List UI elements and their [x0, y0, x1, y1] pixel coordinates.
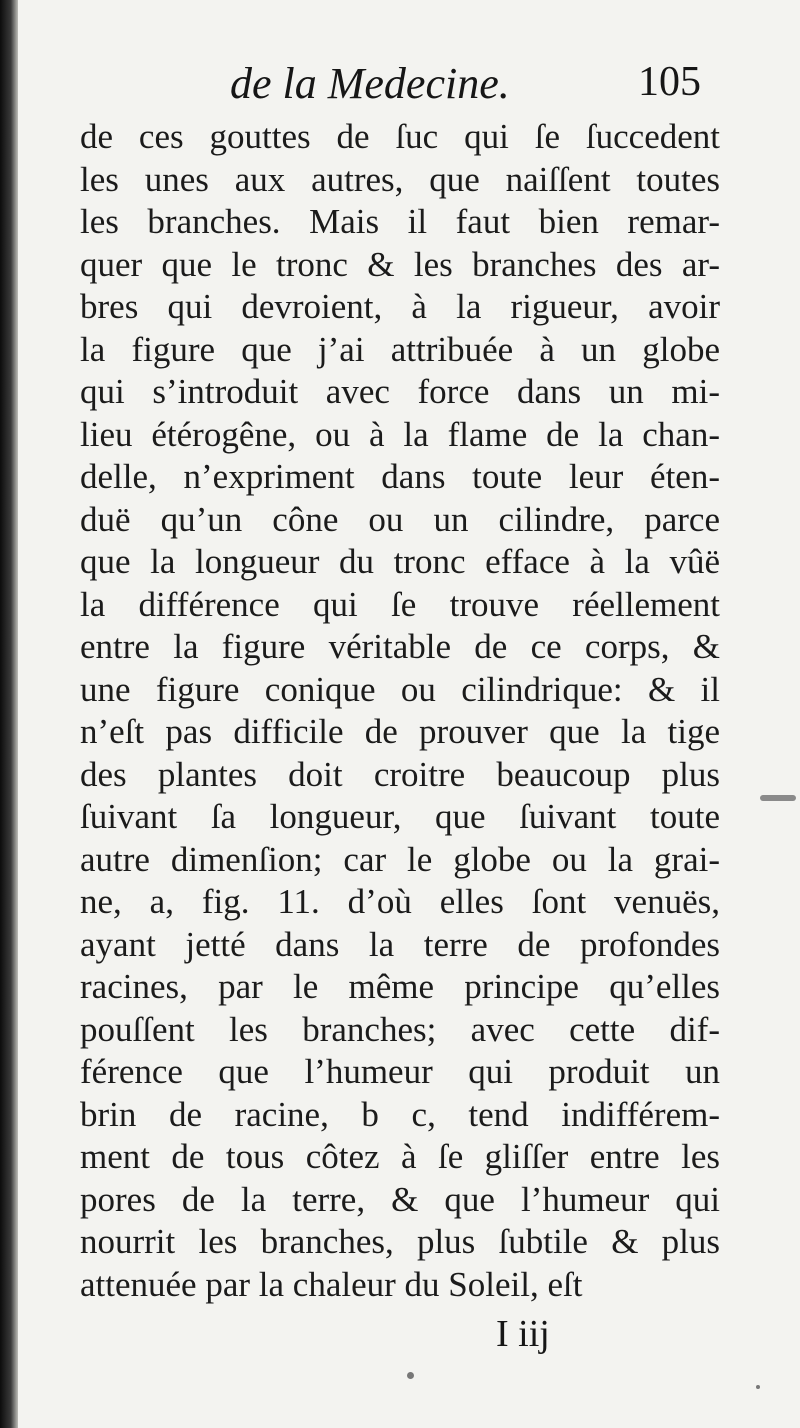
- text-line: delle, n’expriment dans toute leur éten-: [80, 457, 720, 496]
- text-line: quer que le tronc & les branches des ar-: [80, 244, 720, 284]
- text-line: attenuée par la chaleur du Soleil, eſt: [80, 1264, 583, 1304]
- page-edge-shadow: [0, 0, 18, 1428]
- paper-speck: [407, 1372, 414, 1379]
- text-line: brin de racine, b c, tend indifférem-: [80, 1094, 720, 1134]
- text-line: férence que l’humeur qui produit un: [80, 1052, 720, 1091]
- text-line: la différence qui ſe trouve réellement: [80, 584, 720, 624]
- text-line: ment de tous côtez à ſe gliſſer entre les: [80, 1137, 720, 1176]
- show-through-mark: [760, 795, 796, 801]
- text-line: entre la figure véritable de ce corps, &: [80, 627, 720, 666]
- page-number: 105: [638, 59, 701, 105]
- text-line: ſuivant ſa longueur, que ſuivant toute: [80, 797, 720, 836]
- text-line: des plantes doit croitre beaucoup plus: [80, 754, 720, 794]
- text-line: pouſſent les branches; avec cette dif-: [80, 1009, 720, 1049]
- text-line: duë qu’un cône ou un cilindre, parce: [80, 499, 720, 539]
- text-line: bres qui devroient, à la rigueur, avoir: [80, 287, 720, 326]
- running-head: [18, 58, 800, 118]
- text-line: ne, a, fig. 11. d’où elles ſont venuës,: [80, 882, 720, 921]
- text-line: les unes aux autres, que naiſſent toutes: [80, 159, 720, 199]
- running-head-title: de la Medecine.: [230, 59, 510, 108]
- text-line: qui s’introduit avec force dans un mi-: [80, 372, 720, 411]
- text-line: autre dimenſion; car le globe ou la grai-: [80, 839, 720, 879]
- book-page: [18, 0, 800, 1428]
- signature-mark: I iij: [496, 1313, 550, 1355]
- text-line: ayant jetté dans la terre de profondes: [80, 924, 720, 964]
- text-line: pores de la terre, & que l’humeur qui: [80, 1179, 720, 1219]
- text-line: la figure que j’ai attribuée à un globe: [80, 329, 720, 369]
- body-text: [80, 116, 720, 1306]
- text-line: les branches. Mais il faut bien remar-: [80, 202, 720, 241]
- text-line: racines, par le même principe qu’elles: [80, 967, 720, 1006]
- text-line: n’eſt pas difficile de prouver que la tige: [80, 712, 720, 751]
- text-line: nourrit les branches, plus ſubtile & plus: [80, 1222, 720, 1261]
- text-line: que la longueur du tronc efface à la vûë: [80, 542, 720, 581]
- paper-speck: [756, 1385, 760, 1389]
- text-line: une figure conique ou cilindrique: & il: [80, 669, 720, 709]
- text-line: de ces gouttes de ſuc qui ſe ſuccedent: [80, 117, 720, 156]
- text-line: lieu étérogêne, ou à la flame de la chan-: [80, 414, 720, 454]
